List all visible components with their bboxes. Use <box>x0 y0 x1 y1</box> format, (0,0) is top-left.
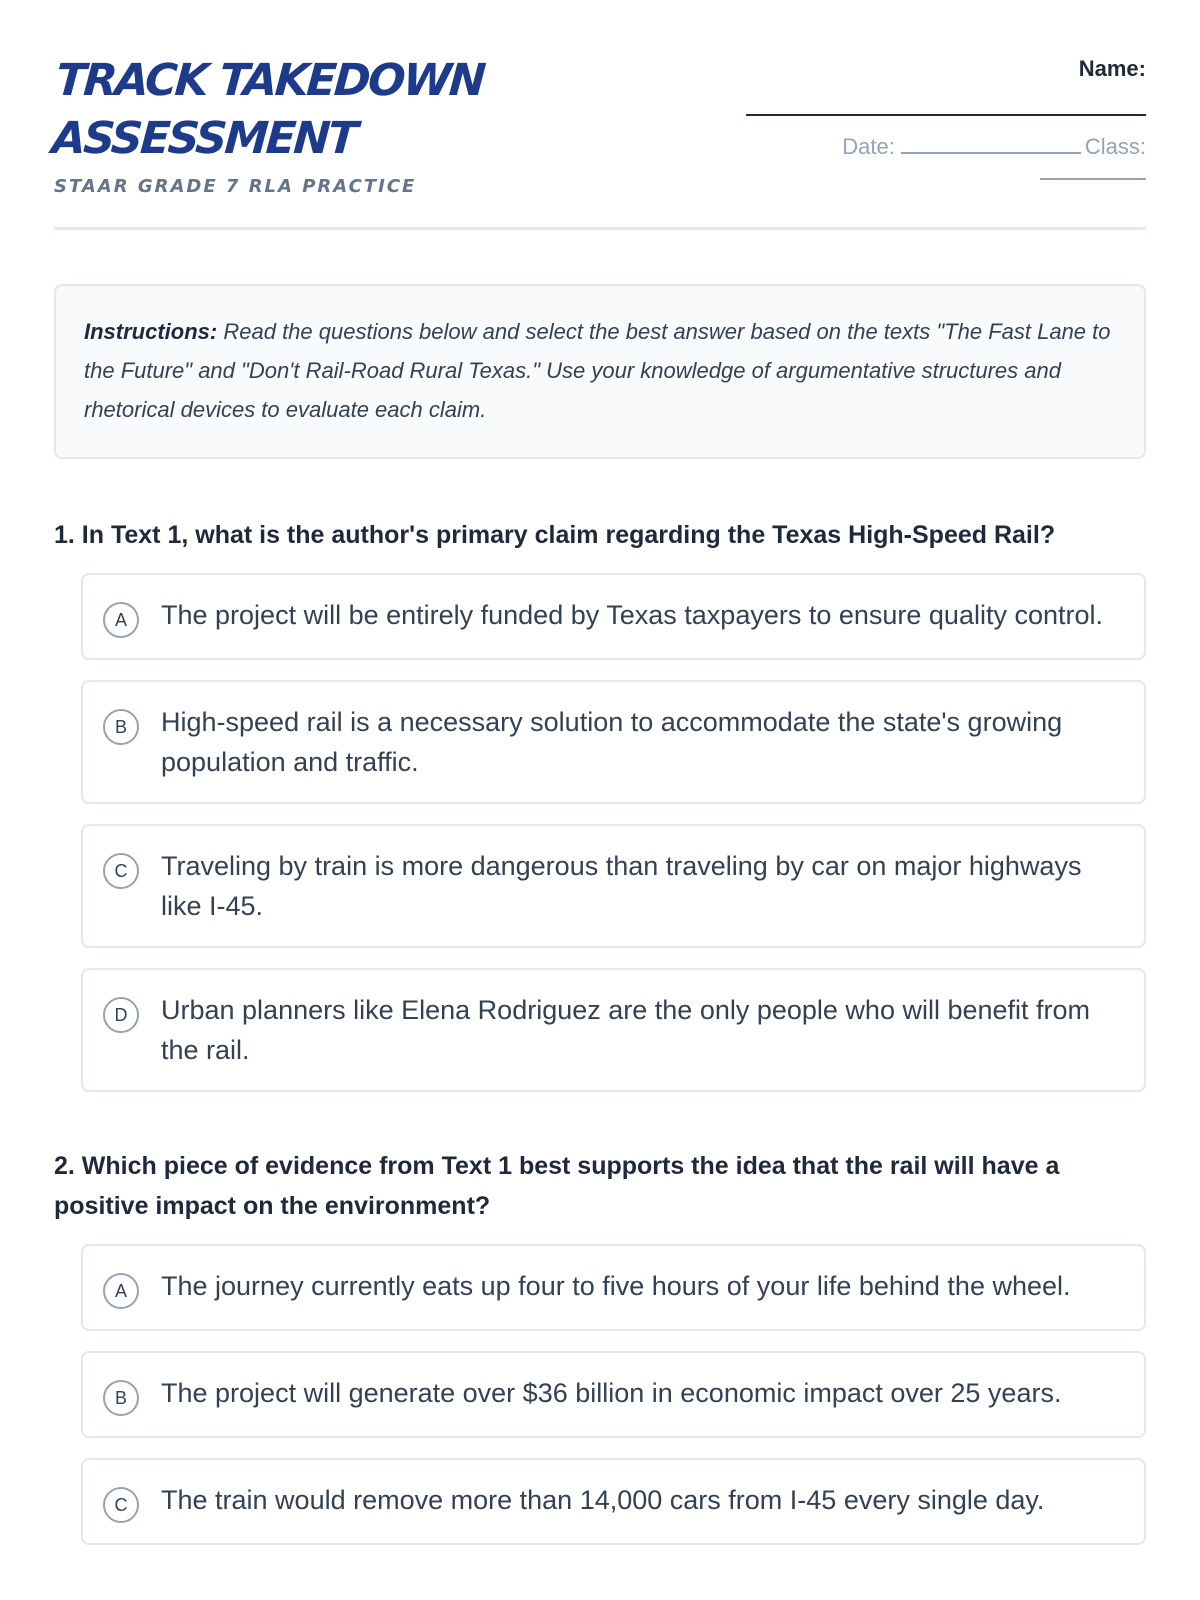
page-title: TRACK TAKEDOWN ASSESSMENT <box>50 55 486 164</box>
answer-option-c[interactable] <box>81 824 1146 948</box>
question-2 <box>54 1146 1146 1545</box>
instructions-text: Read the questions below and select the best answer based on the texts "The Fast Lane to the Future" and "Don't Rail-Road Rural Texas." Use your knowledge of argumentative structures and rhetorical devices to evaluate each claim. <box>84 319 1111 422</box>
answer-option-b[interactable] <box>81 1351 1146 1438</box>
option-text: The journey currently eats up four to five hours of your life behind the wheel. <box>161 1271 1071 1301</box>
option-letter-circle: C <box>103 1487 139 1523</box>
worksheet-header <box>50 0 1146 230</box>
instructions-box <box>54 284 1146 459</box>
answer-option-a[interactable] <box>81 573 1146 660</box>
class-field[interactable] <box>1040 168 1146 180</box>
option-letter-circle: C <box>103 853 139 889</box>
student-info <box>726 56 1146 180</box>
option-letter-circle: A <box>103 1273 139 1309</box>
class-label: Class: <box>1084 134 1146 159</box>
option-text: The train would remove more than 14,000 cars from I-45 every single day. <box>161 1485 1045 1515</box>
option-text: Urban planners like Elena Rodriguez are the only people who will benefit from the rail. <box>161 995 1091 1065</box>
answer-option-a[interactable] <box>81 1244 1146 1331</box>
option-text: High-speed rail is a necessary solution to accommodate the state's growing population and traffic. <box>161 707 1063 777</box>
date-field[interactable] <box>901 136 1081 154</box>
instructions-label: Instructions: <box>84 319 218 344</box>
option-text: The project will generate over $36 billion in economic impact over 25 years. <box>161 1378 1062 1408</box>
option-letter-circle: B <box>103 709 139 745</box>
option-letter-circle: D <box>103 997 139 1033</box>
name-field[interactable] <box>746 96 1146 116</box>
question-text: 1. In Text 1, what is the author's primary claim regarding the Texas High-Speed Rail? <box>54 521 1056 549</box>
option-letter-circle: A <box>103 602 139 638</box>
page-subtitle: STAAR GRADE 7 RLA PRACTICE <box>54 176 417 197</box>
option-text: Traveling by train is more dangerous than traveling by car on major highways like I-45. <box>161 851 1082 921</box>
answer-option-b[interactable] <box>81 680 1146 804</box>
option-letter-circle: B <box>103 1380 139 1416</box>
question-1 <box>54 515 1146 1092</box>
answer-option-c[interactable] <box>81 1458 1146 1545</box>
question-text: 2. Which piece of evidence from Text 1 best supports the idea that the rail will have a positive impact on the environment? <box>54 1152 1060 1220</box>
answer-option-d[interactable] <box>81 968 1146 1092</box>
date-label: Date: <box>842 134 895 159</box>
date-class-row <box>726 126 1146 168</box>
option-text: The project will be entirely funded by Texas taxpayers to ensure quality control. <box>161 600 1104 630</box>
name-label: Name: <box>1078 56 1146 81</box>
